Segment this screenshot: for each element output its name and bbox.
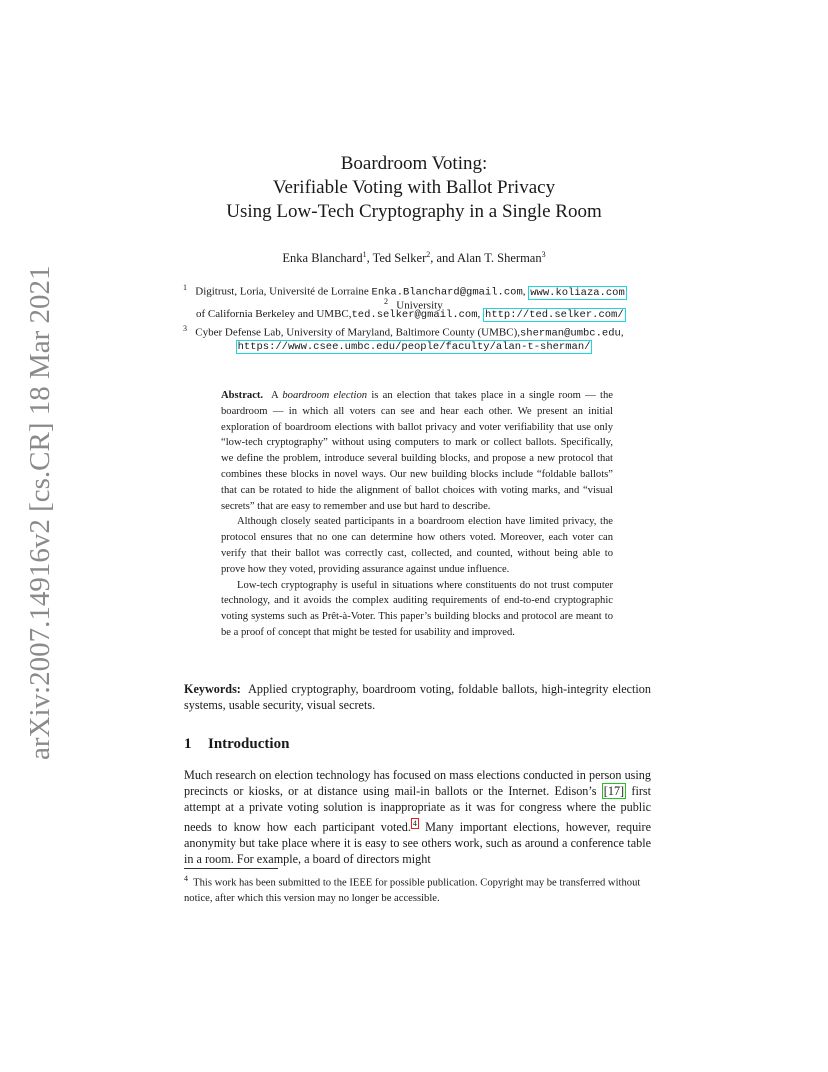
- keywords-text: Applied cryptography, boardroom voting, foldable ballots, high-integrity election systems, usable security, visual secrets.: [184, 682, 651, 712]
- affiliation-1: $^1$ Digitrust, Loria, Université de Lorraine Enka.Blanchard@gmail.com, www.koliaza.com: [183, 283, 625, 299]
- abstract-paragraph: Although closely seated participants in a boardroom election have limited privacy, the protocol ensures that no one can determine how others voted. Moreover, each voter can verify that their ballot was correctly cast, collected, and counted, without being able to prove how they voted, providing assurance against undue influence.: [221, 516, 613, 575]
- abstract-emphasis: boardroom election: [282, 390, 368, 401]
- abstract-paragraph: Low-tech cryptography is useful in situations where constituents do not trust computer technology, and it avoids the complex auditing requirements of end-to-end cryptographic voting systems such as Prêt-à-Voter. This paper’s building blocks and protocol are meant to be a proof of concept that might be tested for usability and improved.: [221, 579, 613, 638]
- abstract-text: A: [271, 390, 279, 401]
- author-conjunction: , and: [430, 251, 455, 266]
- author-affil-mark: 2: [426, 250, 431, 259]
- abstract-paragraph: [221, 388, 613, 514]
- keywords: [184, 682, 651, 714]
- footnote-number: 4: [184, 874, 188, 883]
- homepage-link[interactable]: www.koliaza.com: [530, 286, 625, 299]
- footnote: [184, 871, 651, 907]
- title-line-1: Boardroom Voting:: [340, 153, 488, 174]
- title-line-3: Using Low-Tech Cryptography in a Single Room: [226, 201, 602, 222]
- abstract-text: is an election that takes place in a single room — the boardroom — in which all voters can see and hear each other. We present an initial exploration of boardroom elections with ballot privacy and voter verifiability that use only “low-tech cryptography” without using computers to mark or collect ballots. Specifically, we define the problem, introduce several building blocks, and propose a new protocol that combines these blocks in novel ways. Our new building blocks include “foldable ballots” that can be rotated to hide the alignment of ballot choices with voting marks, and “visual secrets” that are easy to remember and use but hard to describe.: [221, 390, 613, 512]
- author-name: Ted Selker: [372, 251, 427, 266]
- arxiv-identifier-stamp: arXiv:2007.14916v2 [cs.CR] 18 Mar 2021: [24, 265, 56, 760]
- abstract: [221, 388, 613, 641]
- affiliation-3-url-line: [0, 334, 828, 353]
- footnote-rule: [184, 868, 278, 869]
- author-name: Enka Blanchard: [282, 251, 363, 266]
- affiliation-text: Digitrust, Loria, Université de Lorraine: [195, 285, 369, 298]
- footnote-ref-link[interactable]: 4: [412, 818, 417, 828]
- email-address: Enka.Blanchard@gmail.com: [371, 286, 523, 299]
- intro-paragraph: [184, 768, 651, 868]
- author-affil-mark: 3: [541, 250, 546, 259]
- affiliation-text: of California Berkeley and UMBC,: [196, 308, 352, 320]
- section-number: 1: [184, 736, 192, 752]
- affiliation-number: 3: [183, 324, 187, 333]
- abstract-label: Abstract.: [221, 390, 264, 401]
- citation-link[interactable]: [17]: [603, 783, 625, 798]
- author-list: Enka Blanchard$^1$, Ted Selker$^2$, and Alan T. Sherman$^3$: [282, 250, 546, 266]
- section-heading: [184, 736, 289, 753]
- keywords-label: Keywords:: [184, 682, 241, 696]
- author-name: Alan T. Sherman: [457, 251, 542, 266]
- homepage-link[interactable]: http://ted.selker.com/: [485, 309, 624, 321]
- intro-text: Much research on election technology has focused on mass elections conducted in person using precincts or kiosks, or at distance using mail-in ballots or the Internet. Edison’s: [184, 768, 651, 798]
- affiliation-text: University: [396, 299, 443, 312]
- email-address: sherman@umbc.edu: [520, 327, 621, 340]
- footnote-text: This work has been submitted to the IEEE for possible publication. Copyright may be transferred without notice, after which this version may no longer be accessible.: [184, 877, 641, 905]
- affiliation-2: of California Berkeley and UMBC,ted.selker@gmail.com, http://ted.selker.com/: [196, 308, 624, 321]
- author-affil-mark: 1: [362, 250, 367, 259]
- homepage-link[interactable]: https://www.csee.umbc.edu/people/faculty/alan-t-sherman/: [237, 341, 591, 353]
- email-address: ted.selker@gmail.com: [351, 309, 478, 321]
- affiliation-number: 1: [183, 283, 187, 292]
- affiliation-text: Cyber Defense Lab, University of Maryland, Baltimore County (UMBC),: [195, 326, 520, 339]
- title-line-2: Verifiable Voting with Ballot Privacy: [272, 177, 556, 198]
- intro-text: Many important elections, however, require anonymity but take place where it is easy to see others work, such as around a conference table in a room. For example, a board of directors might: [184, 819, 652, 866]
- section-title: Introduction: [208, 736, 290, 752]
- affiliation-3: $^3$ Cyber Defense Lab, University of Maryland, Baltimore County (UMBC),sherman@umbc.edu,: [183, 324, 624, 340]
- intro-text: first attempt at a private voting solution is inappropriate as it was for congress where the public needs to know how each participant voted.: [184, 783, 652, 834]
- affiliation-number: 2: [384, 297, 388, 306]
